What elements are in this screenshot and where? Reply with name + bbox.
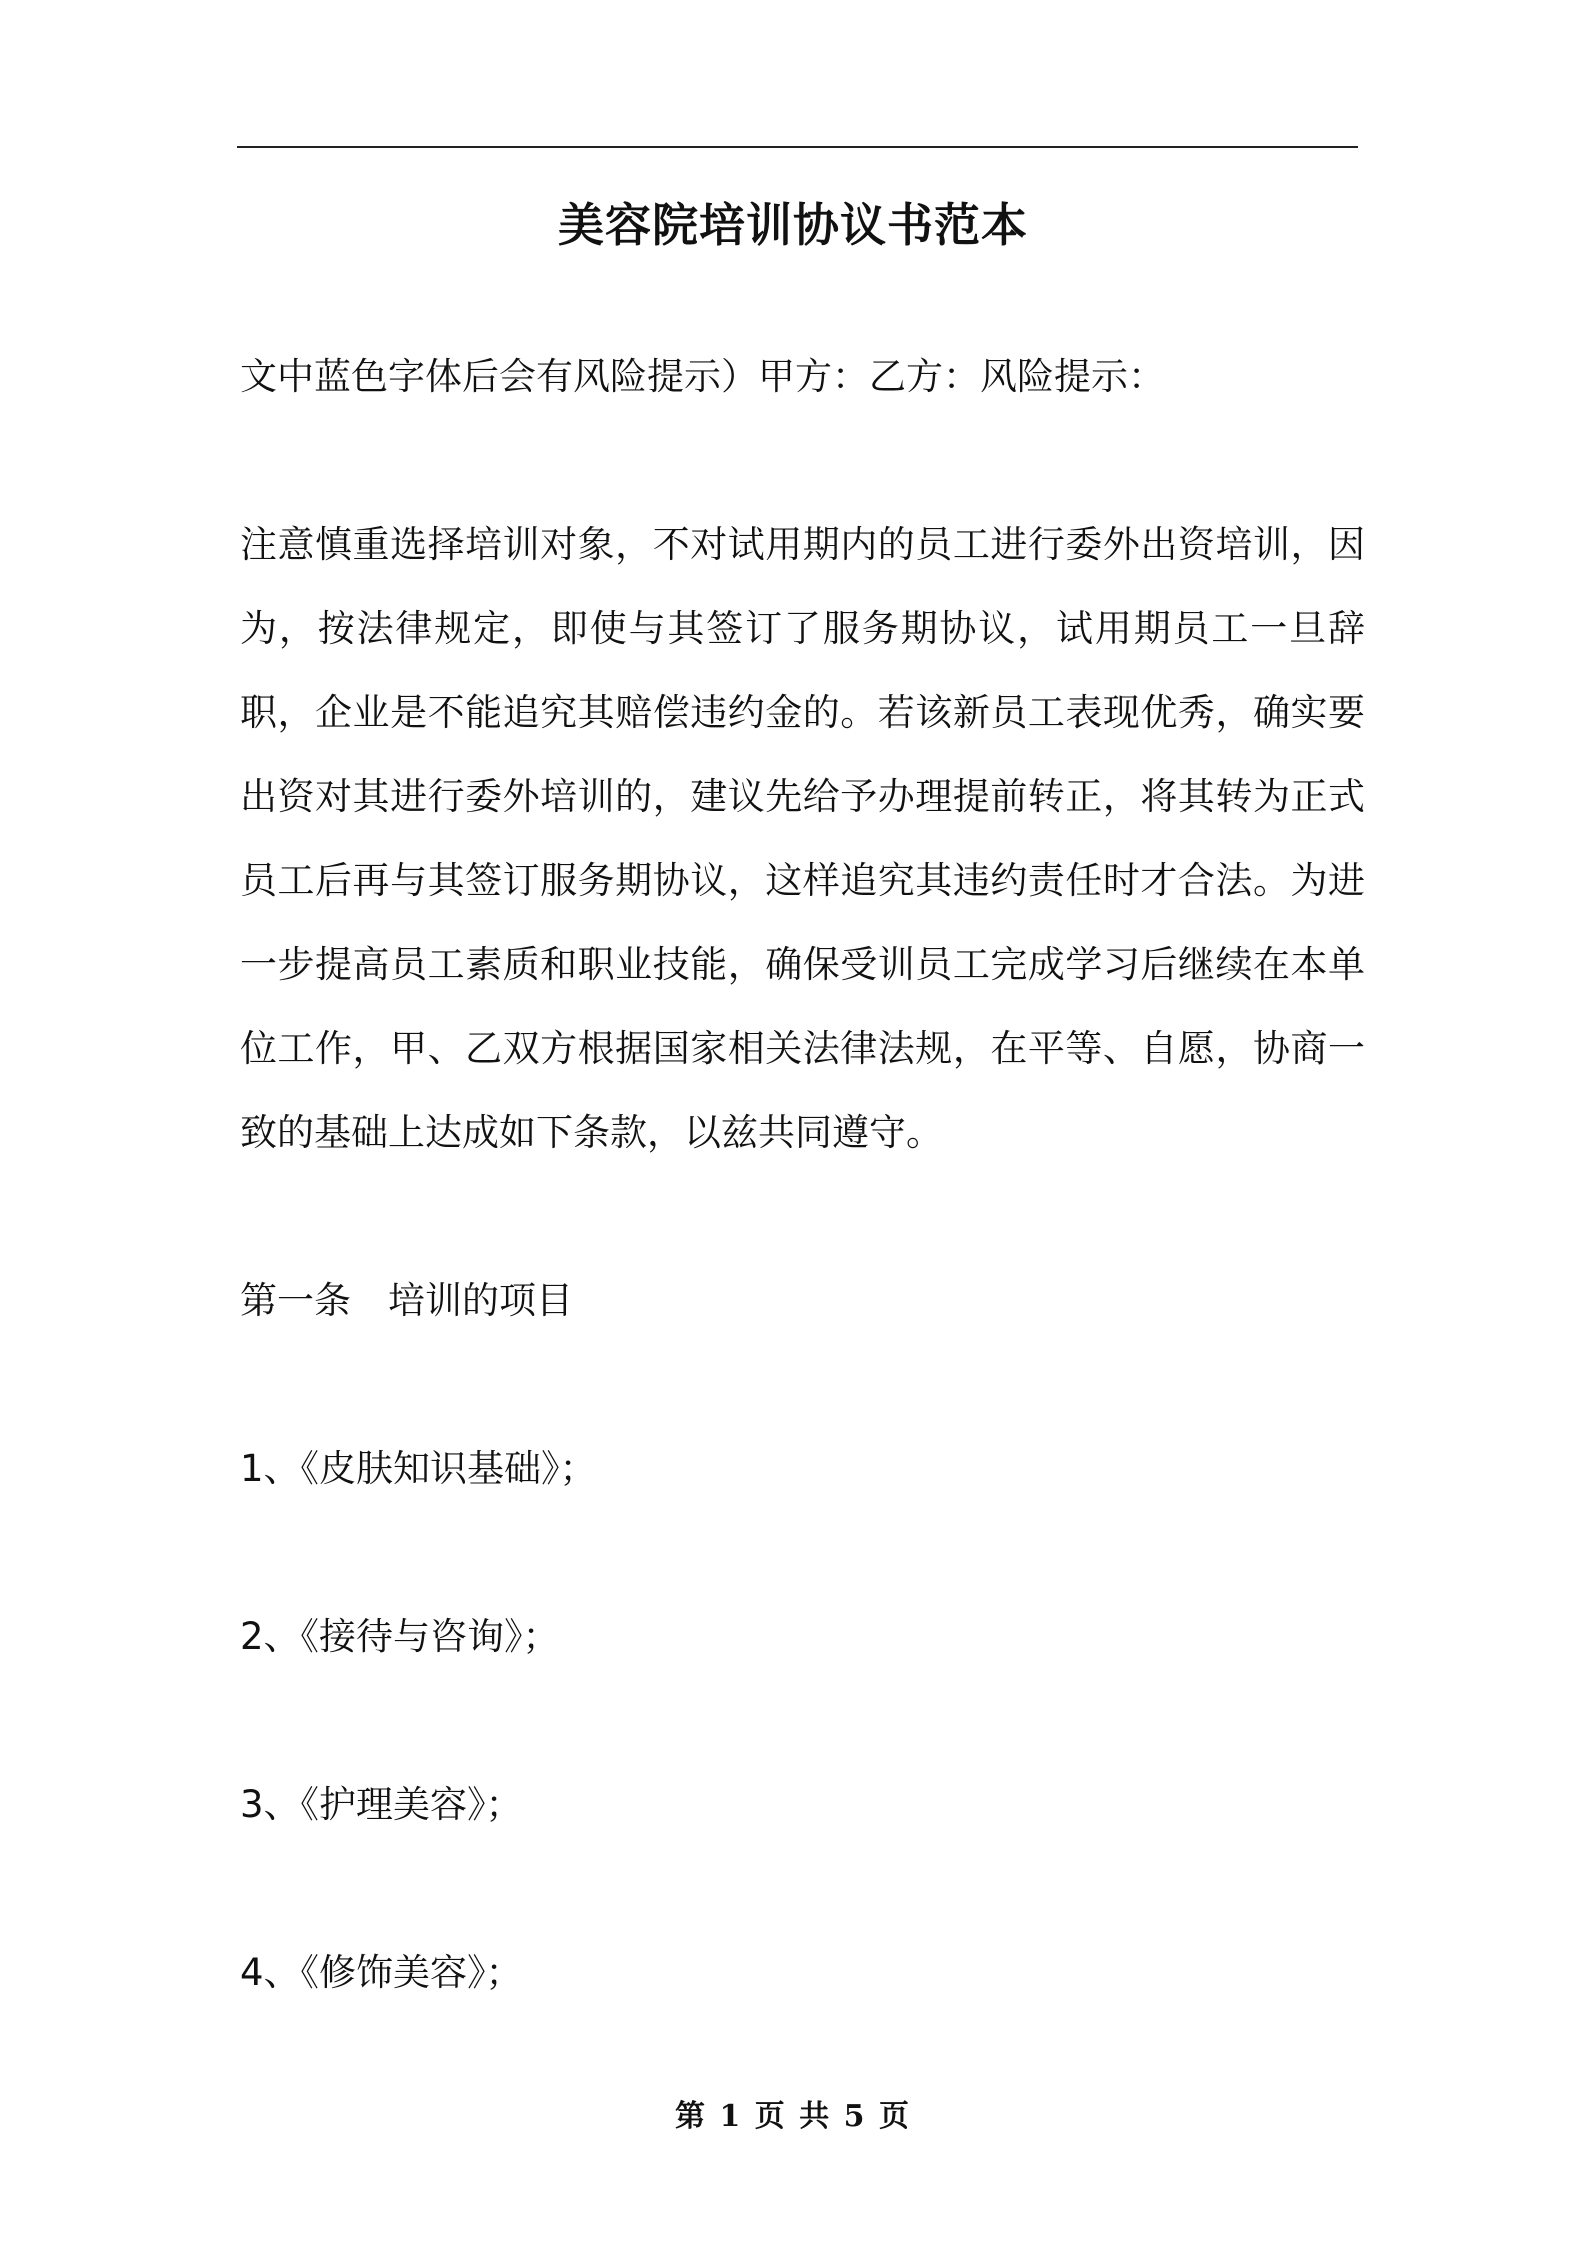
intro-line: 文中蓝色字体后会有风险提示）甲方：乙方：风险提示：	[240, 355, 1165, 398]
list-item: 2、《接待与咨询》；	[240, 1615, 560, 1658]
article-heading: 第一条 培训的项目	[240, 1279, 573, 1322]
list-item: 3、《护理美容》；	[240, 1783, 523, 1826]
spacer	[240, 419, 1385, 503]
document-body	[240, 335, 1385, 2015]
body-paragraph: 注意慎重选择培训对象，不对试用期内的员工进行委外出资培训，因为，按法律规定，即使与其签订了服务期协议，试用期员工一旦辞职，企业是不能追究其赔偿违约金的。若该新员工表现优秀，确实要出资对其进行委外培训的，建议先给予办理提前转正，将其转为正式员工后再与其签订服务期协议，这样追究其违约责任时才合法。为进一步提高员工素质和职业技能，确保受训员工完成学习后继续在本单位工作，甲、乙双方根据国家相关法律法规，在平等、自愿，协商一致的基础上达成如下条款，以兹共同遵守。	[240, 523, 1365, 1154]
page-number: 第 1 页 共 5 页	[675, 2099, 911, 2134]
list-item: 4、《修饰美容》；	[240, 1951, 523, 1994]
header-rule	[237, 146, 1358, 148]
document-title: 美容院培训协议书范本	[558, 198, 1028, 252]
list-item: 1、《皮肤知识基础》；	[240, 1447, 597, 1490]
